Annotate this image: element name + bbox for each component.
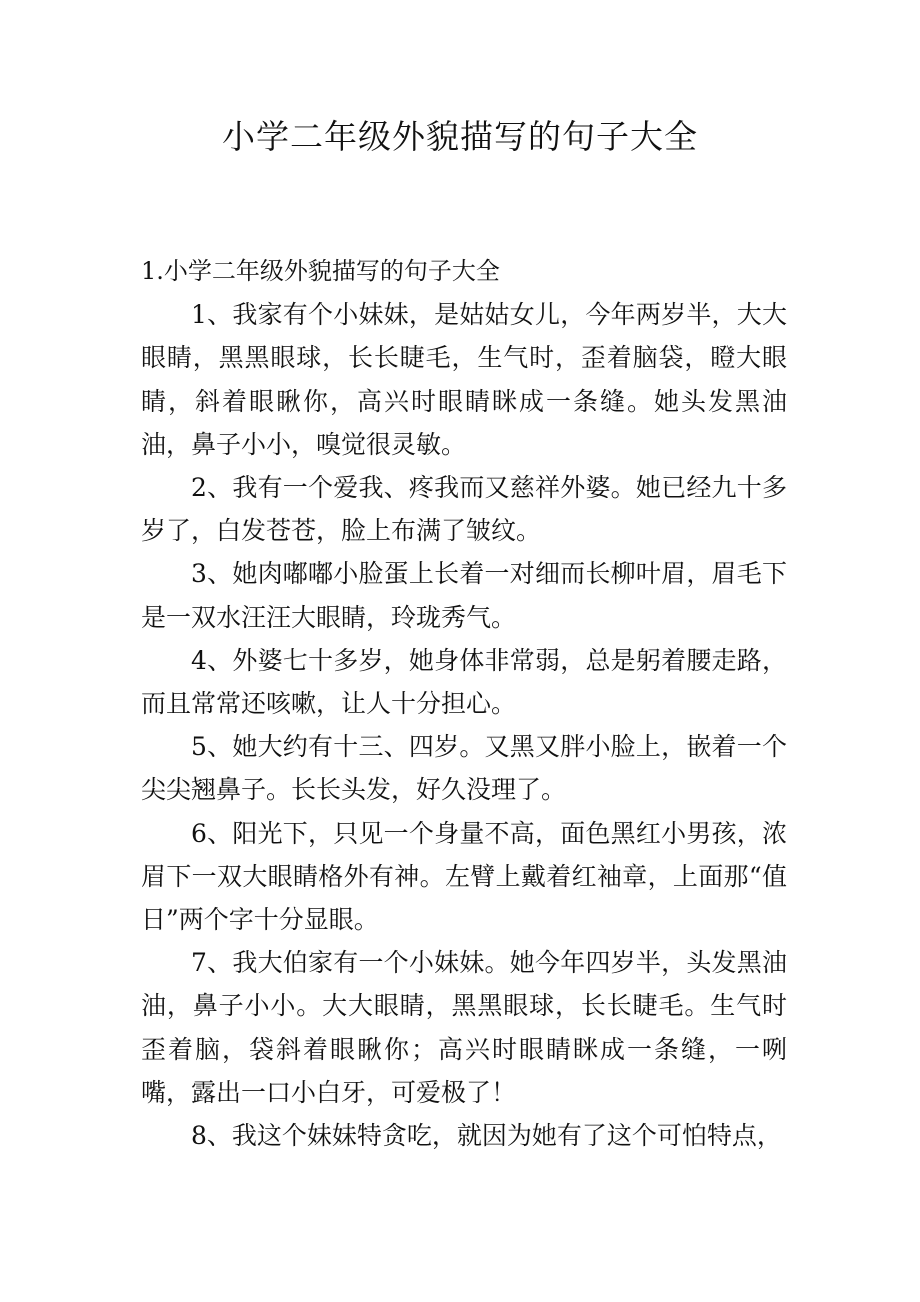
document-title: 小学二年级外貌描写的句子大全: [222, 117, 698, 156]
paragraph-1: 1、我家有个小妹妹，是姑姑女儿，今年两岁半，大大眼睛，黑黑眼球，长长睫毛，生气时，歪着脑袋，瞪大眼睛，斜着眼瞅你，高兴时眼睛眯成一条缝。她头发黑油油，鼻子小小，嗅觉很灵敏。: [141, 300, 787, 459]
paragraph-5: 5、她大约有十三、四岁。又黑又胖小脸上，嵌着一个尖尖翘鼻子。长长头发，好久没理了。: [141, 732, 787, 805]
paragraph-2: 2、我有一个爱我、疼我而又慈祥外婆。她已经九十多岁了，白发苍苍，脸上布满了皱纹。: [141, 473, 787, 546]
paragraph-7: 7、我大伯家有一个小妹妹。她今年四岁半，头发黑油油，鼻子小小。大大眼睛，黑黑眼球，长长睫毛。生气时歪着脑，袋斜着眼瞅你；高兴时眼睛眯成一条缝，一咧嘴，露出一口小白牙，可爱极了！: [141, 948, 787, 1107]
paragraph-8: 8、我这个妹妹特贪吃，就因为她有了这个可怕特点，: [191, 1121, 782, 1151]
paragraph-6: 6、阳光下，只见一个身量不高，面色黑红小男孩，浓眉下一双大眼睛格外有神。左臂上戴着红袖章，上面那“值日”两个字十分显眼。: [141, 818, 787, 935]
section-heading: 1.小学二年级外貌描写的句子大全: [141, 257, 500, 285]
document-body: [141, 250, 787, 1157]
paragraph-3: 3、她肉嘟嘟小脸蛋上长着一对细而长柳叶眉，眉毛下是一双水汪汪大眼睛，玲珑秀气。: [141, 559, 787, 632]
paragraph-4: 4、外婆七十多岁，她身体非常弱，总是躬着腰走路，而且常常还咳嗽，让人十分担心。: [141, 645, 787, 719]
